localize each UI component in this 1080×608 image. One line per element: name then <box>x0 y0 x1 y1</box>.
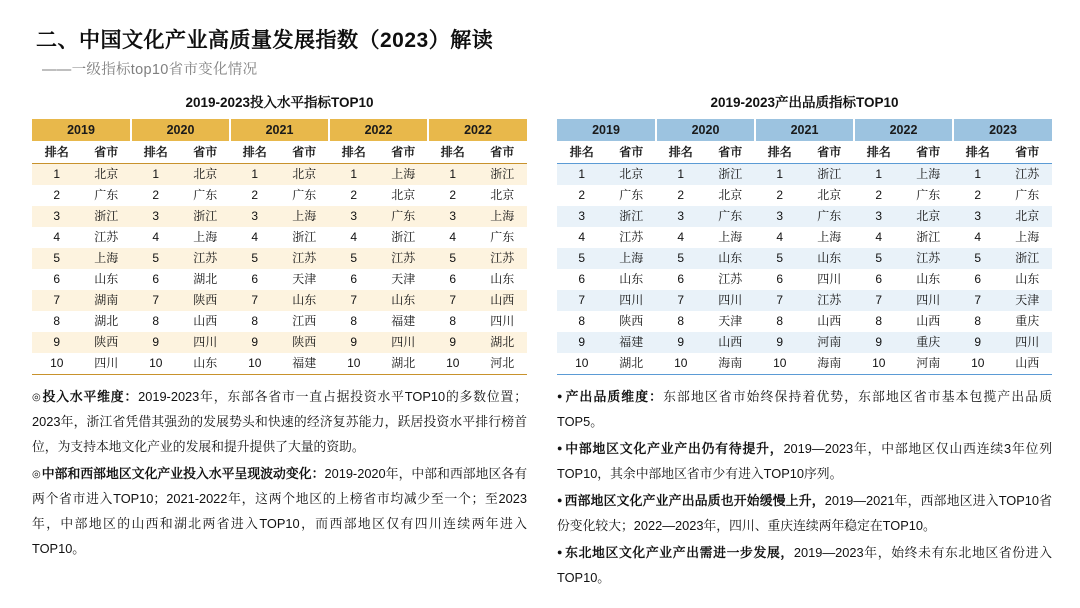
cell-rank: 7 <box>755 290 805 311</box>
note-paragraph <box>32 462 527 562</box>
note-paragraph <box>557 437 1052 487</box>
cell-province: 广东 <box>706 206 756 227</box>
cell-province: 广东 <box>607 185 657 206</box>
cell-province: 山东 <box>904 269 954 290</box>
cell-province: 上海 <box>82 248 132 269</box>
cell-province: 四川 <box>181 332 231 353</box>
table-row <box>557 206 1052 227</box>
left-col-province-0: 省市 <box>82 142 132 164</box>
cell-province: 广东 <box>82 185 132 206</box>
cell-province: 浙江 <box>181 206 231 227</box>
cell-rank: 10 <box>755 353 805 375</box>
cell-province: 四川 <box>1003 332 1053 353</box>
right-table-title: 2019-2023产出品质指标TOP10 <box>710 95 899 110</box>
cell-province: 浙江 <box>478 164 528 186</box>
cell-province: 福建 <box>280 353 330 375</box>
table-row <box>557 248 1052 269</box>
cell-rank: 1 <box>656 164 706 186</box>
cell-province: 四川 <box>805 269 855 290</box>
cell-rank: 9 <box>32 332 82 353</box>
cell-province: 北京 <box>379 185 429 206</box>
left-sub-header-row <box>32 142 527 164</box>
cell-rank: 1 <box>32 164 82 186</box>
cell-province: 山东 <box>280 290 330 311</box>
right-year-group-2: 2021 <box>755 119 854 142</box>
cell-rank: 9 <box>755 332 805 353</box>
cell-province: 广东 <box>1003 185 1053 206</box>
left-notes <box>32 385 527 562</box>
cell-province: 河南 <box>805 332 855 353</box>
right-year-group-3: 2022 <box>854 119 953 142</box>
cell-rank: 5 <box>953 248 1003 269</box>
cell-province: 上海 <box>706 227 756 248</box>
left-col-rank-0: 排名 <box>32 142 82 164</box>
cell-rank: 9 <box>953 332 1003 353</box>
cell-province: 江苏 <box>607 227 657 248</box>
cell-province: 海南 <box>805 353 855 375</box>
right-col-rank-2: 排名 <box>755 142 805 164</box>
cell-province: 上海 <box>607 248 657 269</box>
left-table-title: 2019-2023投入水平指标TOP10 <box>185 95 374 110</box>
cell-province: 湖北 <box>82 311 132 332</box>
cell-rank: 8 <box>428 311 478 332</box>
right-col-province-0: 省市 <box>607 142 657 164</box>
cell-rank: 4 <box>953 227 1003 248</box>
table-row <box>32 185 527 206</box>
cell-province: 河南 <box>904 353 954 375</box>
left-column <box>32 91 527 593</box>
left-col-province-4: 省市 <box>478 142 528 164</box>
cell-rank: 4 <box>131 227 181 248</box>
right-sub-header-row <box>557 142 1052 164</box>
cell-province: 四川 <box>706 290 756 311</box>
cell-rank: 4 <box>32 227 82 248</box>
cell-province: 广东 <box>478 227 528 248</box>
cell-rank: 2 <box>854 185 904 206</box>
cell-province: 四川 <box>904 290 954 311</box>
cell-province: 江苏 <box>379 248 429 269</box>
cell-rank: 10 <box>230 353 280 375</box>
left-col-province-2: 省市 <box>280 142 330 164</box>
left-col-rank-3: 排名 <box>329 142 379 164</box>
right-col-province-3: 省市 <box>904 142 954 164</box>
note-body: 东部地区省市始终保持着优势，东部地区省市基本包揽产出品质TOP5。 <box>557 389 1053 429</box>
right-col-rank-1: 排名 <box>656 142 706 164</box>
cell-rank: 5 <box>428 248 478 269</box>
cell-rank: 8 <box>755 311 805 332</box>
note-body: 2019-2020年，中部和西部地区各有两个省市进入TOP10；2021-2022年，这两个地区的上榜省市均减少至一个；至2023年，中部地区的山西和湖北两省进入TOP10，而西部地区仅有四川连续两年进入TOP10。 <box>32 465 528 556</box>
cell-province: 湖南 <box>82 290 132 311</box>
left-year-header-row <box>32 119 527 142</box>
cell-province: 浙江 <box>280 227 330 248</box>
cell-rank: 2 <box>428 185 478 206</box>
cell-rank: 7 <box>428 290 478 311</box>
cell-province: 浙江 <box>904 227 954 248</box>
cell-rank: 4 <box>329 227 379 248</box>
cell-rank: 10 <box>32 353 82 375</box>
cell-province: 广东 <box>379 206 429 227</box>
cell-province: 江西 <box>280 311 330 332</box>
cell-rank: 1 <box>854 164 904 186</box>
cell-rank: 7 <box>854 290 904 311</box>
cell-rank: 10 <box>656 353 706 375</box>
right-year-group-0: 2019 <box>557 119 656 142</box>
cell-rank: 1 <box>953 164 1003 186</box>
cell-province: 山东 <box>478 269 528 290</box>
cell-province: 山西 <box>478 290 528 311</box>
cell-province: 四川 <box>478 311 528 332</box>
cell-province: 浙江 <box>82 206 132 227</box>
note-paragraph <box>557 385 1052 435</box>
cell-rank: 6 <box>656 269 706 290</box>
cell-province: 广东 <box>805 206 855 227</box>
left-year-group-2: 2021 <box>230 119 329 142</box>
cell-rank: 3 <box>755 206 805 227</box>
cell-rank: 5 <box>854 248 904 269</box>
cell-rank: 7 <box>953 290 1003 311</box>
table-row <box>557 332 1052 353</box>
cell-rank: 6 <box>755 269 805 290</box>
table-row <box>557 227 1052 248</box>
cell-province: 陕西 <box>607 311 657 332</box>
cell-rank: 9 <box>656 332 706 353</box>
cell-rank: 9 <box>854 332 904 353</box>
cell-rank: 1 <box>428 164 478 186</box>
cell-rank: 9 <box>131 332 181 353</box>
table-row <box>32 227 527 248</box>
cell-rank: 8 <box>953 311 1003 332</box>
cell-province: 北京 <box>1003 206 1053 227</box>
note-body: 2019—2023年，始终未有东北地区省份进入TOP10。 <box>557 544 1053 585</box>
note-body: 2019—2023年，中部地区仅山西连续3年位列TOP10，其余中部地区省市少有进入TOP10序列。 <box>557 440 1053 481</box>
left-col-rank-2: 排名 <box>230 142 280 164</box>
cell-rank: 6 <box>32 269 82 290</box>
cell-province: 四川 <box>82 353 132 375</box>
cell-province: 山西 <box>805 311 855 332</box>
left-col-rank-4: 排名 <box>428 142 478 164</box>
cell-province: 四川 <box>379 332 429 353</box>
cell-rank: 10 <box>854 353 904 375</box>
cell-province: 福建 <box>379 311 429 332</box>
cell-province: 北京 <box>82 164 132 186</box>
cell-rank: 5 <box>557 248 607 269</box>
cell-province: 上海 <box>181 227 231 248</box>
cell-rank: 2 <box>755 185 805 206</box>
cell-rank: 3 <box>230 206 280 227</box>
right-table-body <box>557 164 1052 375</box>
cell-province: 北京 <box>607 164 657 186</box>
cell-province: 上海 <box>1003 227 1053 248</box>
left-col-rank-1: 排名 <box>131 142 181 164</box>
cell-rank: 10 <box>557 353 607 375</box>
cell-rank: 10 <box>329 353 379 375</box>
note-paragraph <box>32 385 527 460</box>
cell-rank: 8 <box>557 311 607 332</box>
left-year-group-0: 2019 <box>32 119 131 142</box>
cell-rank: 6 <box>329 269 379 290</box>
content-columns <box>32 91 1054 593</box>
cell-rank: 8 <box>230 311 280 332</box>
cell-rank: 3 <box>557 206 607 227</box>
cell-rank: 3 <box>656 206 706 227</box>
cell-province: 江苏 <box>1003 164 1053 186</box>
table-row <box>32 248 527 269</box>
right-col-province-1: 省市 <box>706 142 756 164</box>
cell-rank: 9 <box>557 332 607 353</box>
left-table-body <box>32 164 527 375</box>
cell-province: 山东 <box>706 248 756 269</box>
cell-province: 浙江 <box>607 206 657 227</box>
table-row <box>557 311 1052 332</box>
cell-province: 陕西 <box>280 332 330 353</box>
left-col-province-3: 省市 <box>379 142 429 164</box>
note-lead: 中部和西部地区文化产业投入水平呈现波动变化： <box>41 465 325 481</box>
cell-province: 浙江 <box>379 227 429 248</box>
cell-rank: 1 <box>755 164 805 186</box>
cell-province: 陕西 <box>181 290 231 311</box>
cell-rank: 9 <box>230 332 280 353</box>
cell-rank: 8 <box>32 311 82 332</box>
right-column <box>557 91 1052 593</box>
cell-rank: 6 <box>953 269 1003 290</box>
cell-province: 江苏 <box>706 269 756 290</box>
cell-rank: 7 <box>329 290 379 311</box>
cell-province: 湖北 <box>478 332 528 353</box>
left-year-group-4: 2022 <box>428 119 527 142</box>
cell-rank: 3 <box>953 206 1003 227</box>
page-title: 二、中国文化产业高质量发展指数（2023）解读 <box>36 29 494 52</box>
cell-province: 浙江 <box>706 164 756 186</box>
cell-rank: 4 <box>854 227 904 248</box>
cell-province: 北京 <box>904 206 954 227</box>
cell-rank: 3 <box>131 206 181 227</box>
cell-province: 重庆 <box>1003 311 1053 332</box>
cell-rank: 1 <box>557 164 607 186</box>
investment-level-table <box>32 119 527 375</box>
right-year-group-1: 2020 <box>656 119 755 142</box>
cell-province: 山东 <box>607 269 657 290</box>
cell-province: 天津 <box>706 311 756 332</box>
cell-province: 山东 <box>82 269 132 290</box>
cell-province: 江苏 <box>181 248 231 269</box>
cell-province: 山东 <box>181 353 231 375</box>
cell-province: 上海 <box>379 164 429 186</box>
cell-province: 广东 <box>904 185 954 206</box>
cell-rank: 7 <box>131 290 181 311</box>
cell-rank: 2 <box>656 185 706 206</box>
cell-rank: 7 <box>557 290 607 311</box>
cell-rank: 6 <box>854 269 904 290</box>
note-paragraph <box>557 541 1052 591</box>
cell-rank: 3 <box>428 206 478 227</box>
cell-rank: 10 <box>953 353 1003 375</box>
cell-rank: 5 <box>656 248 706 269</box>
cell-rank: 4 <box>755 227 805 248</box>
cell-rank: 5 <box>329 248 379 269</box>
cell-province: 上海 <box>904 164 954 186</box>
cell-rank: 5 <box>131 248 181 269</box>
note-body: 2019—2021年，西部地区进入TOP10省份变化较大；2022—2023年，四川、重庆连续两年稳定在TOP10。 <box>557 492 1053 533</box>
cell-province: 河北 <box>478 353 528 375</box>
note-lead: 中部地区文化产业产出仍有待提升， <box>565 440 784 456</box>
cell-province: 湖北 <box>379 353 429 375</box>
cell-rank: 5 <box>755 248 805 269</box>
cell-province: 上海 <box>805 227 855 248</box>
cell-province: 江苏 <box>82 227 132 248</box>
table-row <box>557 185 1052 206</box>
cell-province: 北京 <box>706 185 756 206</box>
cell-province: 山西 <box>706 332 756 353</box>
cell-rank: 7 <box>32 290 82 311</box>
note-lead: 东北地区文化产业产出需进一步发展， <box>565 544 794 560</box>
cell-rank: 4 <box>230 227 280 248</box>
table-row <box>32 290 527 311</box>
cell-province: 广东 <box>181 185 231 206</box>
right-notes <box>557 385 1052 591</box>
cell-province: 江苏 <box>904 248 954 269</box>
cell-rank: 2 <box>953 185 1003 206</box>
cell-rank: 8 <box>854 311 904 332</box>
cell-rank: 2 <box>557 185 607 206</box>
cell-rank: 4 <box>428 227 478 248</box>
cell-province: 陕西 <box>82 332 132 353</box>
cell-rank: 6 <box>428 269 478 290</box>
cell-rank: 6 <box>131 269 181 290</box>
cell-province: 北京 <box>181 164 231 186</box>
note-body: 2019-2023年，东部各省市一直占据投资水平TOP10的多数位置；2023年，浙江省凭借其强劲的发展势头和快速的经济复苏能力，跃居投资水平排行榜首位，为支持本地文化产业的发展和提升提供了大量的资助。 <box>32 389 527 454</box>
table-row <box>557 164 1052 186</box>
cell-rank: 6 <box>557 269 607 290</box>
table-row <box>32 311 527 332</box>
right-year-group-4: 2023 <box>953 119 1052 142</box>
cell-province: 江苏 <box>805 290 855 311</box>
cell-province: 上海 <box>280 206 330 227</box>
cell-rank: 10 <box>131 353 181 375</box>
cell-province: 北京 <box>805 185 855 206</box>
cell-province: 四川 <box>607 290 657 311</box>
table-row <box>32 206 527 227</box>
cell-rank: 2 <box>32 185 82 206</box>
cell-province: 山西 <box>181 311 231 332</box>
cell-rank: 4 <box>557 227 607 248</box>
cell-rank: 8 <box>131 311 181 332</box>
cell-rank: 3 <box>854 206 904 227</box>
cell-rank: 7 <box>230 290 280 311</box>
cell-rank: 8 <box>656 311 706 332</box>
right-col-rank-0: 排名 <box>557 142 607 164</box>
cell-province: 天津 <box>280 269 330 290</box>
cell-province: 山西 <box>904 311 954 332</box>
cell-province: 江苏 <box>478 248 528 269</box>
cell-province: 山东 <box>1003 269 1053 290</box>
cell-rank: 9 <box>428 332 478 353</box>
cell-province: 湖北 <box>181 269 231 290</box>
cell-rank: 6 <box>230 269 280 290</box>
note-lead: 西部地区文化产业产出品质也开始缓慢上升， <box>564 492 825 508</box>
left-year-group-1: 2020 <box>131 119 230 142</box>
cell-rank: 10 <box>428 353 478 375</box>
note-paragraph <box>557 489 1052 539</box>
page-subtitle: ——一级指标top10省市变化情况 <box>42 62 258 78</box>
cell-rank: 3 <box>32 206 82 227</box>
note-lead: 产出品质维度： <box>565 389 664 404</box>
table-row <box>32 353 527 375</box>
cell-province: 湖北 <box>607 353 657 375</box>
left-year-group-3: 2022 <box>329 119 428 142</box>
cell-rank: 2 <box>131 185 181 206</box>
right-col-rank-3: 排名 <box>854 142 904 164</box>
cell-province: 天津 <box>1003 290 1053 311</box>
table-row <box>32 332 527 353</box>
cell-province: 上海 <box>478 206 528 227</box>
note-lead: 投入水平维度： <box>42 389 139 404</box>
cell-rank: 1 <box>131 164 181 186</box>
table-row <box>32 164 527 186</box>
cell-rank: 3 <box>329 206 379 227</box>
right-col-rank-4: 排名 <box>953 142 1003 164</box>
left-col-province-1: 省市 <box>181 142 231 164</box>
cell-province: 江苏 <box>280 248 330 269</box>
cell-rank: 4 <box>656 227 706 248</box>
cell-rank: 8 <box>329 311 379 332</box>
cell-province: 福建 <box>607 332 657 353</box>
cell-province: 广东 <box>280 185 330 206</box>
cell-rank: 7 <box>656 290 706 311</box>
cell-rank: 2 <box>230 185 280 206</box>
cell-province: 山东 <box>805 248 855 269</box>
cell-province: 北京 <box>280 164 330 186</box>
cell-province: 天津 <box>379 269 429 290</box>
cell-rank: 5 <box>32 248 82 269</box>
table-row <box>557 269 1052 290</box>
cell-rank: 1 <box>230 164 280 186</box>
cell-province: 北京 <box>478 185 528 206</box>
table-row <box>557 353 1052 375</box>
cell-rank: 9 <box>329 332 379 353</box>
cell-rank: 1 <box>329 164 379 186</box>
cell-province: 浙江 <box>805 164 855 186</box>
cell-province: 浙江 <box>1003 248 1053 269</box>
right-col-province-4: 省市 <box>1003 142 1053 164</box>
cell-province: 重庆 <box>904 332 954 353</box>
right-year-header-row <box>557 119 1052 142</box>
cell-rank: 2 <box>329 185 379 206</box>
cell-province: 海南 <box>706 353 756 375</box>
cell-rank: 5 <box>230 248 280 269</box>
cell-province: 山西 <box>1003 353 1053 375</box>
cell-province: 山东 <box>379 290 429 311</box>
table-row <box>32 269 527 290</box>
right-col-province-2: 省市 <box>805 142 855 164</box>
table-row <box>557 290 1052 311</box>
output-quality-table <box>557 119 1052 375</box>
